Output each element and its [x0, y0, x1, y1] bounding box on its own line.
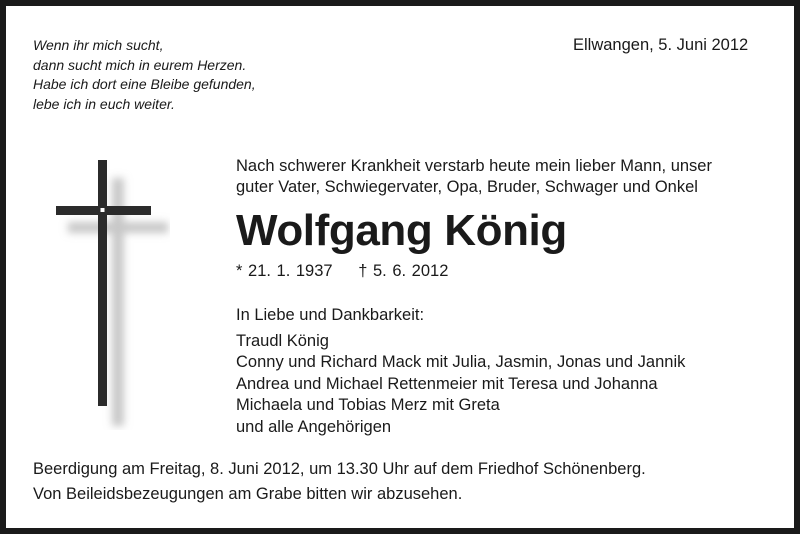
poem-line: lebe ich in euch weiter. [33, 95, 175, 112]
mourners-heading: In Liebe und Dankbarkeit: [236, 306, 425, 324]
funeral-line: Beerdigung am Freitag, 8. Juni 2012, um 13.30 Uhr auf dem Friedhof Schönenberg. [33, 460, 646, 478]
poem-line: Wenn ihr mich sucht, [33, 37, 164, 53]
death-date: 5. 6. 2012 [372, 262, 449, 280]
birth-symbol: * [236, 262, 243, 280]
poem-line: dann sucht mich in eurem Herzen. [33, 56, 247, 73]
death-symbol: † [358, 262, 368, 280]
mourner-line: Andrea und Michael Rettenmeier mit Teresa und Johanna [236, 374, 658, 393]
mourner-line: und alle Angehörigen [236, 417, 392, 436]
announcement-line: guter Vater, Schwiegervater, Opa, Bruder, Schwager und Onkel [236, 178, 698, 196]
funeral-line: Von Beileidsbezeugungen am Grabe bitten wir abzusehen. [33, 485, 463, 503]
mourner-line: Conny und Richard Mack mit Julia, Jasmin, Jonas und Jannik [236, 353, 686, 371]
poem-line: Habe ich dort eine Bleibe gefunden, [33, 76, 256, 92]
cross-icon [50, 150, 170, 430]
mourner-line: Traudl König [236, 331, 329, 350]
place-date: Ellwangen, 5. Juni 2012 [573, 36, 749, 54]
announcement [236, 156, 712, 198]
poem [33, 36, 256, 114]
mourner-line: Michaela und Tobias Merz mit Greta [236, 396, 500, 414]
mourners [236, 305, 685, 438]
funeral-info [33, 457, 646, 507]
announcement-line: Nach schwerer Krankheit verstarb heute mein lieber Mann, unser [236, 157, 712, 175]
birth-date: 21. 1. 1937 [248, 262, 333, 280]
life-dates [236, 262, 448, 281]
deceased-name: Wolfgang König [236, 206, 567, 255]
